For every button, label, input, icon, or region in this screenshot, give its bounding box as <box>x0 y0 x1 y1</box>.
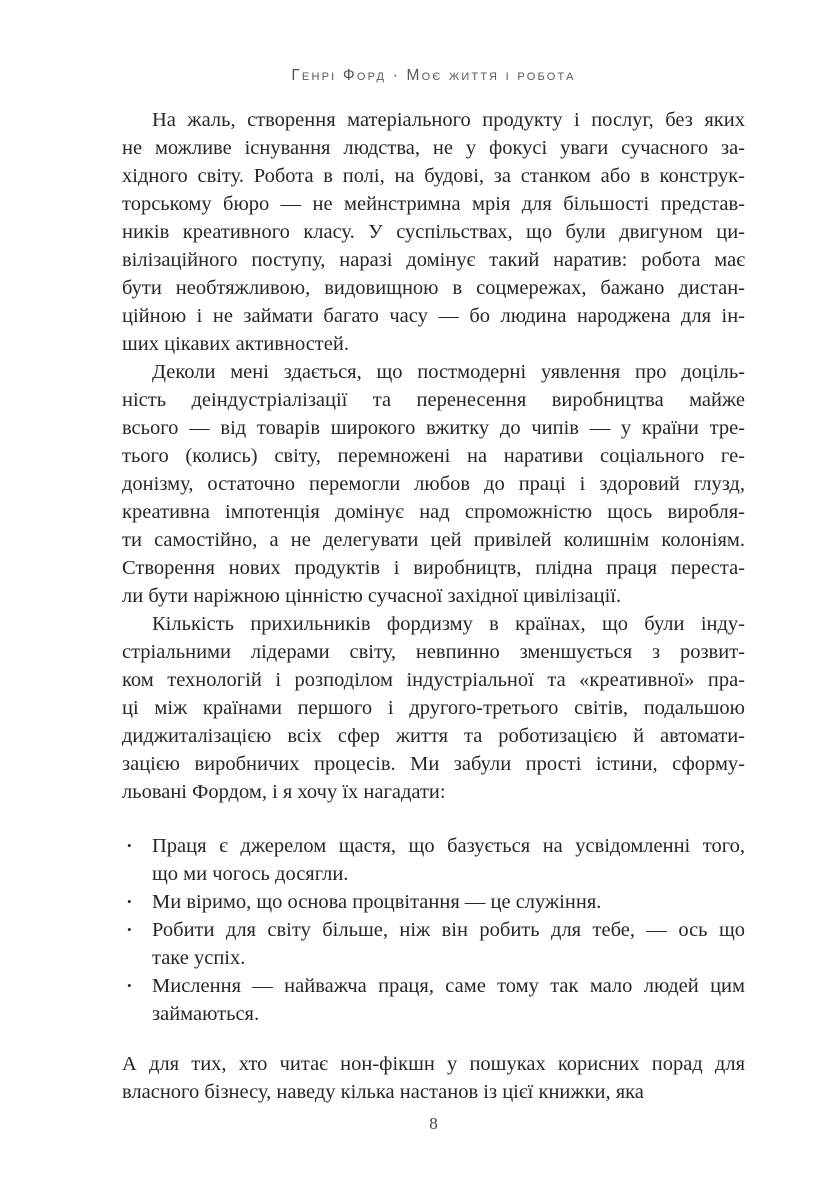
list-item <box>122 832 745 888</box>
list-item-text <box>152 888 745 916</box>
text-line: таке успіх. <box>152 947 246 969</box>
text-line: що ми чогось досягли. <box>152 863 349 885</box>
text-line: Робити для світу більше, ніж він робить для тебе, — ось що <box>152 919 745 941</box>
text-line: зацією виробничих процесів. Ми забули прості істини, сформу- <box>122 753 745 775</box>
text-line: стріальними лідерами світу, невпинно зменшується з розвит- <box>122 641 745 663</box>
bullet-icon: • <box>127 978 132 993</box>
text-line: вілізаційного поступу, наразі домінує такий наратив: робота має <box>122 249 745 271</box>
text-line: займаються. <box>152 1003 260 1025</box>
list-item-text <box>152 916 745 972</box>
text-line: На жаль, створення матеріального продукту і послуг, без яких <box>152 109 745 131</box>
text-line: ших цікавих активностей. <box>122 333 349 355</box>
text-line: не можливе існування людства, не у фокусі уваги сучасного за- <box>122 137 745 159</box>
paragraph <box>122 106 745 358</box>
bullet-icon: • <box>127 922 132 937</box>
paragraph <box>122 358 745 610</box>
text-line: хідного світу. Робота в полі, на будові, за станком або в конструк- <box>122 165 745 187</box>
text-line: бути необтяжливою, видовищною в соцмережах, бажано дистан- <box>122 277 745 299</box>
bullet-icon: • <box>127 838 132 853</box>
paragraph <box>122 1050 745 1106</box>
text-line: А для тих, хто читає нон-фікшн у пошуках корисних порад для <box>122 1053 745 1075</box>
text-line: ти самостійно, а не делегувати цей привілей колишнім колоніям. <box>122 529 745 551</box>
text-line: ників креативного класу. У суспільствах, що були двигуном ци- <box>122 221 745 243</box>
text-line: Мислення — найважча праця, саме тому так мало людей цим <box>152 975 745 997</box>
list-item <box>122 916 745 972</box>
text-line: Ми віримо, що основа процвітання — це служіння. <box>152 891 602 913</box>
text-line: всього — від товарів широкого вжитку до чипів — у країни тре- <box>122 417 745 439</box>
text-line: льовані Фордом, і я хочу їх нагадати: <box>122 781 446 803</box>
list-item <box>122 888 745 916</box>
body-text <box>122 106 745 1106</box>
text-line: диджиталізацією всіх сфер життя та роботизацією й автомати- <box>122 725 745 747</box>
page-number: 8 <box>429 1114 438 1133</box>
text-line: ли бути наріжною цінністю сучасної західної цивілізації. <box>122 585 622 607</box>
text-line: ційною і не займати багато часу — бо людина народжена для ін- <box>122 305 745 327</box>
text-line: донізму, остаточно перемогли любов до праці і здоровий глузд, <box>122 473 745 495</box>
list-item <box>122 972 745 1028</box>
text-line: торському бюро — не мейнстримна мрія для більшості представ- <box>122 193 745 215</box>
running-header: Генрі Форд · Моє життя і робота <box>291 67 576 84</box>
text-line: Деколи мені здається, що постмодерні уявлення про доціль- <box>152 361 745 383</box>
text-line: ність деіндустріалізації та перенесення виробництва майже <box>122 389 745 411</box>
text-line: ці між країнами першого і другого-третього світів, подальшою <box>122 697 745 719</box>
bullet-icon: • <box>127 894 132 909</box>
text-line: Створення нових продуктів і виробництв, плідна праця переста- <box>122 557 745 579</box>
paragraph <box>122 610 745 806</box>
bullet-list <box>122 832 745 1028</box>
text-line: Праця є джерелом щастя, що базується на усвідомленні того, <box>152 835 745 857</box>
text-line: Кількість прихильників фордизму в країнах, що були інду- <box>152 613 745 635</box>
text-line: тього (колись) світу, перемножені на наративи соціального ге- <box>122 445 745 467</box>
list-item-text <box>152 832 745 888</box>
text-line: власного бізнесу, наведу кілька настанов із цієї книжки, яка <box>122 1081 644 1103</box>
text-line: креативна імпотенція домінує над спроможністю щось виробля- <box>122 501 745 523</box>
list-item-text <box>152 972 745 1028</box>
text-line: ком технологій і розподілом індустріальної та «креативної» пра- <box>122 669 745 691</box>
